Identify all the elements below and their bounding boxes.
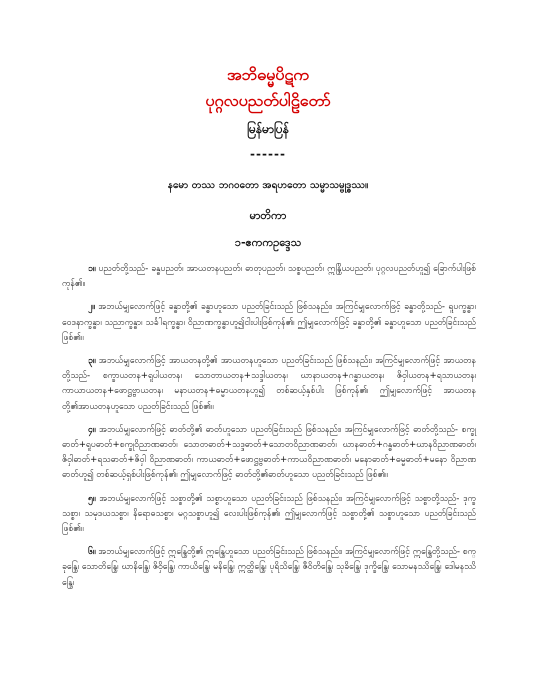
- paragraph-text: အဘယ်မျှလောက်ဖြင့် ခန္ဓာတို့၏ ခန္ဓာဟူသော ပညတ်ခြင်းသည် ဖြစ်သနည်း၊ အကြင်မျှလောက်ဖြင့် ခန္ဓာတို့သည်- ရူပက္ခန္ဓာ၊ ဝေဒနာက္ခန္ဓာ၊ သညာက္ခန္ဓာ၊ သင်္ခါရက္ခန္ဓာ၊ ဝိညာဏက္ခန္ဓာဟူ၍ငါးပါးဖြစ်ကုန်၏၊ ဤမျှလောက်ဖြင့် ခန္ဓာတို့၏ ခန္ဓာဟူသော ပညတ်ခြင်းသည် ဖြစ်၏။: [62, 302, 476, 343]
- body-text: [62, 262, 476, 599]
- translation-label: မြန်မာပြန်: [247, 122, 289, 136]
- paragraph-number: ၂။: [88, 302, 95, 313]
- paragraph-text: အဘယ်မျှလောက်ဖြင့် အာယတနတို့၏ အာယတနဟူသော ပညတ်ခြင်းသည် ဖြစ်သနည်း၊ အကြင်မျှလောက်ဖြင့် အာယတနတို့သည်- စက္ခာယတန+ရူပါယတန၊ သောတာယတန+သဒ္ဒါယတန၊ ဃာနာယတန+ဂန္ဓာယတန၊ ဇိဝှါယတန+ရသာယတန၊ ကာယာယတန+ဖောဋ္ဌဗ္ဗာယတန၊ မနာယတန+ဓမ္မာယတနဟူ၍ တစ်ဆယ့်နှစ်ပါး ဖြစ်ကုန်၏၊ ဤမျှလောက်ဖြင့် အာယတနတို့၏အာယတနဟူသော ပညတ်ခြင်းသည် ဖြစ်၏။: [62, 356, 477, 412]
- paragraph-5: [62, 492, 476, 538]
- paragraph-3: [62, 354, 476, 415]
- paragraph-6: [62, 545, 476, 591]
- paragraph-1: [62, 262, 476, 292]
- paragraph-number: ၁။: [88, 264, 96, 274]
- paragraph-text: ပညတ်တို့သည်- ခန္ဓပညတ်၊ အာယတနပညတ်၊ ဓာတုပညတ်၊ သစ္စပညတ်၊ ဣန္ဒြိယပညတ်၊ ပုဂ္ဂလပညတ်ဟူ၍ ခြောက်ပါးဖြစ်ကုန်၏။: [62, 264, 476, 290]
- chapter-heading: ၁-ဧကကဥဒ္ဒေသ: [234, 236, 302, 249]
- book-subtitle: ပုဂ္ဂလပညတ်ပါဠိတော်: [205, 91, 331, 110]
- section-heading: မာတိကာ: [249, 209, 287, 222]
- paragraph-text: အဘယ်မျှလောက်ဖြင့် ဓာတ်တို့၏ ဓာတ်ဟူသော ပညတ်ခြင်းသည် ဖြစ်သနည်း၊ အကြင်မျှလောက်ဖြင့် ဓာတ်တို့သည်- စက္ခုဓာတ်+ရူပဓာတ်+စက္ခုဝိညာဏဓာတ်၊ သောတဓာတ်+သဒ္ဒဓာတ်+သောတဝိညာဏဓာတ်၊ ဃာနဓာတ်+ဂန္ဓဓာတ်+ဃာနဝိညာဏဓာတ်၊ ဇိဝှါဓာတ်+ရသဓာတ်+ဇိဝှါ ဝိညာဏဓာတ်၊ ကာယဓာတ်+ဖောဋ္ဌဗ္ဗဓာတ်+ကာယဝိညာဏဓာတ်၊ မနောဓာတ်+ဓမ္မဓာတ်+မနော ဝိညာဏဓာတ်ဟူ၍ တစ်ဆယ့်ရှစ်ပါးဖြစ်ကုန်၏၊ ဤမျှလောက်ဖြင့် ဓာတ်တို့၏ဓာတ်ဟူသော ပညတ်ခြင်းသည် ဖြစ်၏။: [62, 424, 477, 481]
- divider: ------: [250, 147, 286, 161]
- book-title: အဘိဓမ္မပိဋက: [227, 65, 309, 84]
- paragraph-text: အဘယ်မျှလောက်ဖြင့် ဣန္ဒြေတို့၏ ဣန္ဒြေဟူသော ပညတ်ခြင်းသည် ဖြစ်သနည်း၊ အကြင်မျှလောက်ဖြင့် ဣန္ဒြေတို့သည်- စက္ခုန္ဒြေ၊ သောတိန္ဒြေ၊ ဃာနိန္ဒြေ၊ ဇိဝှိန္ဒြေ၊ ကာယိန္ဒြေ၊ မနိန္ဒြေ၊ ဣတ္ထိန္ဒြေ၊ ပုရိသိန္ဒြေ၊ ဇီဝိတိန္ဒြေ၊ သုခိန္ဒြေ၊ ဒုက္ခိန္ဒြေ၊ သောမနဿိန္ဒြေ၊ ဒေါမနဿိန္ဒြေ၊: [62, 547, 476, 588]
- paragraph-number: ၆။: [88, 547, 96, 558]
- paragraph-number: ၅။: [88, 493, 96, 504]
- paragraph-number: ၄။: [88, 424, 96, 435]
- paragraph-text: အဘယ်မျှလောက်ဖြင့် သစ္စာတို့၏ သစ္စာဟူသော ပညတ်ခြင်းသည် ဖြစ်သနည်း၊ အကြင်မျှလောက်ဖြင့် သစ္စာတို့သည်- ဒုက္ခသစ္စာ၊ သမုဒယသစ္စာ၊ နိရောဓသစ္စာ၊ မဂ္ဂသစ္စာဟူ၍ လေးပါးဖြစ်ကုန်၏၊ ဤမျှလောက်ဖြင့် သစ္စာတို့၏ သစ္စာဟူသော ပညတ်ခြင်းသည် ဖြစ်၏။: [62, 493, 476, 535]
- homage-line: နမော တဿ ဘဂဝတော အရဟတော သမ္မာသမ္ဗုဒ္ဓဿ။: [167, 180, 369, 191]
- paragraph-number: ၃။: [88, 356, 96, 367]
- paragraph-4: [62, 423, 476, 484]
- paragraph-2: [62, 300, 476, 346]
